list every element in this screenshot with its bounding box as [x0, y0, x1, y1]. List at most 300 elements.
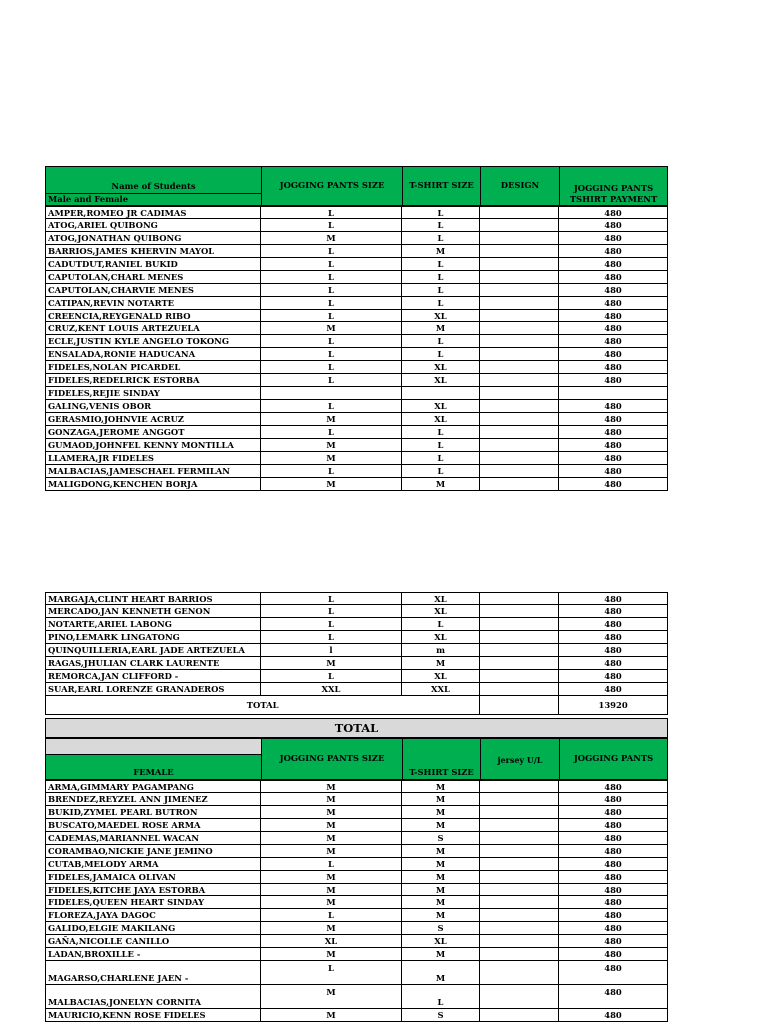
student-name: MERCADO,JAN KENNETH GENON [45, 605, 261, 618]
jogging-pants-size: M [261, 793, 402, 806]
payment: 480 [559, 297, 668, 310]
design-cell [480, 644, 559, 657]
jogging-pants-size: XXL [261, 683, 402, 696]
design-cell [480, 605, 559, 618]
payment: 480 [559, 858, 668, 871]
student-name: MALIGDONG,KENCHEN BORJA [45, 478, 261, 491]
female-row [45, 806, 668, 819]
student-name: ARMA,GIMMARY PAGAMPANG [45, 780, 261, 793]
tshirt-size: L [402, 297, 480, 310]
design-cell [480, 206, 559, 219]
student-name: MALBACIAS,JAMESCHAEL FERMILAN [45, 465, 261, 478]
student-name: CREENCIA,REYGENALD RIBO [45, 310, 261, 323]
jogging-pants-size: L [261, 335, 402, 348]
tshirt-size: M [402, 896, 480, 909]
student-name: ENSALADA,RONIE HADUCANA [45, 348, 261, 361]
tshirt-size: M [402, 245, 480, 258]
tshirt-size: M [402, 871, 480, 884]
jogging-pants-size: L [261, 374, 402, 387]
male-row [45, 271, 668, 284]
jogging-pants-size: L [261, 605, 402, 618]
payment: 480 [559, 922, 668, 935]
male-row [45, 657, 668, 670]
header-payment-line2: TSHIRT PAYMENT [569, 194, 658, 204]
design-cell [480, 439, 559, 452]
student-name: CAPUTOLAN,CHARL MENES [45, 271, 261, 284]
jogging-pants-size: M [261, 322, 402, 335]
design-cell [480, 845, 559, 858]
student-name: CADUTDUT,RANIEL BUKID [45, 258, 261, 271]
student-name: FIDELES,REJIE SINDAY [45, 387, 261, 400]
student-name: FIDELES,NOLAN PICARDEL [45, 361, 261, 374]
tshirt-size: L [402, 335, 480, 348]
tshirt-size: m [402, 644, 480, 657]
payment: 480 [559, 413, 668, 426]
jogging-pants-size: M [261, 478, 402, 491]
design-cell [480, 387, 559, 400]
tshirt-size: L [402, 271, 480, 284]
header-name-of-students: Name of Students [45, 166, 262, 194]
male-row [45, 284, 668, 297]
jogging-pants-size: L [261, 961, 402, 985]
male-row [45, 219, 668, 232]
design-cell [480, 961, 559, 985]
payment: 480 [559, 871, 668, 884]
jogging-pants-size: M [261, 884, 402, 897]
jogging-pants-size: L [261, 618, 402, 631]
payment: 480 [559, 478, 668, 491]
female-row [45, 935, 668, 948]
design-cell [480, 806, 559, 819]
payment: 480 [559, 670, 668, 683]
student-name: CORAMBAO,NICKIE JANE JEMINO [45, 845, 261, 858]
tshirt-size: M [402, 961, 480, 985]
male-row [45, 335, 668, 348]
jogging-pants-size: L [261, 426, 402, 439]
payment: 480 [559, 426, 668, 439]
female-row [45, 819, 668, 832]
jogging-pants-size: M [261, 232, 402, 245]
male-row [45, 297, 668, 310]
male-row [45, 465, 668, 478]
design-cell [480, 592, 559, 605]
tshirt-size: L [402, 232, 480, 245]
jogging-pants-size: L [261, 206, 402, 219]
tshirt-size: L [402, 219, 480, 232]
total-label: TOTAL [45, 696, 480, 715]
design-cell [480, 884, 559, 897]
male-students-table-continued [45, 592, 668, 696]
student-name: LADAN,BROXILLE - [45, 948, 261, 961]
tshirt-size: S [402, 1009, 480, 1022]
design-cell [480, 271, 559, 284]
payment: 480 [559, 657, 668, 670]
design-cell [480, 793, 559, 806]
jogging-pants-size: M [261, 832, 402, 845]
male-row [45, 232, 668, 245]
student-name: NOTARTE,ARIEL LABONG [45, 618, 261, 631]
female-row [45, 985, 668, 1009]
design-cell [480, 670, 559, 683]
header-female-jogging-pants-size: JOGGING PANTS SIZE [261, 738, 403, 780]
male-row [45, 478, 668, 491]
jogging-pants-size: l [261, 644, 402, 657]
male-row [45, 387, 668, 400]
header-jogging-pants-size: JOGGING PANTS SIZE [261, 166, 403, 206]
tshirt-size: L [402, 439, 480, 452]
payment: 480 [559, 465, 668, 478]
tshirt-size: M [402, 780, 480, 793]
payment: 480 [559, 361, 668, 374]
male-row [45, 452, 668, 465]
student-name: LLAMERA,JR FIDELES [45, 452, 261, 465]
design-cell [480, 284, 559, 297]
payment: 480 [559, 232, 668, 245]
female-row [45, 896, 668, 909]
design-cell [480, 618, 559, 631]
jogging-pants-size: M [261, 871, 402, 884]
payment: 480 [559, 271, 668, 284]
jogging-pants-size: L [261, 310, 402, 323]
male-row [45, 374, 668, 387]
header-female-tshirt-size: T-SHIRT SIZE [402, 738, 481, 780]
female-row [45, 922, 668, 935]
male-row [45, 683, 668, 696]
male-row [45, 400, 668, 413]
student-name: SUAR,EARL LORENZE GRANADEROS [45, 683, 261, 696]
student-name: CUTAB,MELODY ARMA [45, 858, 261, 871]
tshirt-size: L [402, 426, 480, 439]
tshirt-size: M [402, 478, 480, 491]
jogging-pants-size: L [261, 631, 402, 644]
tshirt-size: L [402, 284, 480, 297]
jogging-pants-size: M [261, 780, 402, 793]
jogging-pants-size: M [261, 948, 402, 961]
header-female: FEMALE [45, 754, 262, 780]
payment: 480 [559, 284, 668, 297]
student-name: FIDELES,KITCHE JAYA ESTORBA [45, 884, 261, 897]
female-row [45, 1009, 668, 1022]
male-row [45, 348, 668, 361]
tshirt-size: M [402, 793, 480, 806]
male-students-table [45, 206, 668, 491]
jogging-pants-size: L [261, 592, 402, 605]
design-cell [480, 245, 559, 258]
jogging-pants-size: M [261, 845, 402, 858]
payment: 480 [559, 348, 668, 361]
male-row [45, 310, 668, 323]
student-name: GALIDO,ELGIE MAKILANG [45, 922, 261, 935]
design-cell [480, 935, 559, 948]
female-row [45, 793, 668, 806]
female-row [45, 948, 668, 961]
female-row [45, 961, 668, 985]
payment: 480 [559, 985, 668, 1009]
tshirt-size: XL [402, 310, 480, 323]
tshirt-size: XL [402, 935, 480, 948]
student-name: CRUZ,KENT LOUIS ARTEZUELA [45, 322, 261, 335]
male-row [45, 439, 668, 452]
female-row [45, 780, 668, 793]
tshirt-size: M [402, 806, 480, 819]
tshirt-size: M [402, 819, 480, 832]
payment: 480 [559, 948, 668, 961]
design-cell [480, 657, 559, 670]
female-students-table [45, 780, 668, 1022]
tshirt-size: L [402, 465, 480, 478]
student-name: GONZAGA,JEROME ANGGOT [45, 426, 261, 439]
design-cell [480, 985, 559, 1009]
payment: 480 [559, 896, 668, 909]
payment: 480 [559, 219, 668, 232]
payment: 480 [559, 683, 668, 696]
female-table-header [45, 738, 668, 780]
male-row [45, 670, 668, 683]
tshirt-size: XL [402, 374, 480, 387]
design-cell [480, 232, 559, 245]
student-name: BUSCATO,MAEDEL ROSE ARMA [45, 819, 261, 832]
header-male-and-female: Male and Female [45, 193, 262, 206]
header-tshirt-size: T-SHIRT SIZE [402, 166, 481, 206]
student-name: GUMAOD,JOHNFEL KENNY MONTILLA [45, 439, 261, 452]
male-row [45, 322, 668, 335]
tshirt-size: XL [402, 592, 480, 605]
design-cell [480, 297, 559, 310]
header-female-payment: JOGGING PANTS [559, 738, 668, 780]
design-cell [480, 374, 559, 387]
female-row [45, 832, 668, 845]
jogging-pants-size: M [261, 922, 402, 935]
female-row [45, 871, 668, 884]
jogging-pants-size: M [261, 896, 402, 909]
design-cell [480, 335, 559, 348]
design-cell [480, 219, 559, 232]
payment: 480 [559, 832, 668, 845]
male-row [45, 426, 668, 439]
student-name: GERASMIO,JOHNVIE ACRUZ [45, 413, 261, 426]
payment: 480 [559, 845, 668, 858]
payment: 480 [559, 452, 668, 465]
female-row [45, 858, 668, 871]
student-name: GALING,VENIS OBOR [45, 400, 261, 413]
tshirt-size: M [402, 948, 480, 961]
jogging-pants-size: L [261, 909, 402, 922]
payment: 480 [559, 909, 668, 922]
tshirt-size: XL [402, 670, 480, 683]
female-row [45, 909, 668, 922]
tshirt-size: XL [402, 400, 480, 413]
jogging-pants-size: L [261, 245, 402, 258]
jogging-pants-size: L [261, 297, 402, 310]
design-cell [480, 478, 559, 491]
jogging-pants-size: L [261, 348, 402, 361]
male-row [45, 605, 668, 618]
tshirt-size: M [402, 884, 480, 897]
jogging-pants-size: L [261, 284, 402, 297]
jogging-pants-size: M [261, 657, 402, 670]
jogging-pants-size: L [261, 400, 402, 413]
design-cell [480, 1009, 559, 1022]
tshirt-size: M [402, 657, 480, 670]
payment: 480 [559, 618, 668, 631]
jogging-pants-size: M [261, 1009, 402, 1022]
payment: 480 [559, 245, 668, 258]
female-row [45, 884, 668, 897]
student-name: FIDELES,REDELRICK ESTORBA [45, 374, 261, 387]
student-name: PINO,LEMARK LINGATONG [45, 631, 261, 644]
jogging-pants-size: L [261, 465, 402, 478]
design-cell [480, 413, 559, 426]
design-cell [480, 348, 559, 361]
tshirt-size: XL [402, 361, 480, 374]
student-name: MARGAJA,CLINT HEART BARRIOS [45, 592, 261, 605]
tshirt-size: M [402, 845, 480, 858]
design-cell [480, 909, 559, 922]
tshirt-size: L [402, 348, 480, 361]
student-name: BARRIOS,JAMES KHERVIN MAYOL [45, 245, 261, 258]
student-name: FIDELES,QUEEN HEART SINDAY [45, 896, 261, 909]
payment: 480 [559, 258, 668, 271]
jogging-pants-size: M [261, 985, 402, 1009]
tshirt-size: L [402, 258, 480, 271]
design-cell [480, 922, 559, 935]
jogging-pants-size: L [261, 271, 402, 284]
student-name: REMORCA,JAN CLIFFORD - [45, 670, 261, 683]
payment: 480 [559, 644, 668, 657]
jogging-pants-size: M [261, 452, 402, 465]
payment: 480 [559, 400, 668, 413]
student-name: GAÑA,NICOLLE CANILLO [45, 935, 261, 948]
total-value: 13920 [559, 696, 668, 715]
male-row [45, 245, 668, 258]
jogging-pants-size [261, 387, 402, 400]
tshirt-size: M [402, 909, 480, 922]
tshirt-size: M [402, 858, 480, 871]
payment: 480 [559, 592, 668, 605]
tshirt-size: L [402, 206, 480, 219]
payment: 480 [559, 631, 668, 644]
female-row [45, 845, 668, 858]
jogging-pants-size: M [261, 413, 402, 426]
tshirt-size: XXL [402, 683, 480, 696]
tshirt-size: XL [402, 413, 480, 426]
design-cell [480, 948, 559, 961]
student-name: MALBACIAS,JONELYN CORNITA [45, 985, 261, 1009]
tshirt-size: S [402, 832, 480, 845]
payment: 480 [559, 884, 668, 897]
male-row [45, 258, 668, 271]
tshirt-size: L [402, 985, 480, 1009]
design-cell [480, 258, 559, 271]
tshirt-size: S [402, 922, 480, 935]
student-name: QUINQUILLERIA,EARL JADE ARTEZUELA [45, 644, 261, 657]
payment: 480 [559, 961, 668, 985]
student-name: ATOG,JONATHAN QUIBONG [45, 232, 261, 245]
jogging-pants-size: L [261, 670, 402, 683]
male-row [45, 631, 668, 644]
design-cell [480, 361, 559, 374]
student-name: BRENDEZ,REYZEL ANN JIMENEZ [45, 793, 261, 806]
design-cell [480, 322, 559, 335]
student-name: MAGARSO,CHARLENE JAEN - [45, 961, 261, 985]
payment: 480 [559, 439, 668, 452]
design-cell [480, 871, 559, 884]
design-cell [480, 452, 559, 465]
jogging-pants-size: L [261, 219, 402, 232]
table1-header [45, 166, 668, 206]
design-cell [480, 780, 559, 793]
tshirt-size: XL [402, 605, 480, 618]
student-name: MAURICIO,KENN ROSE FIDELES [45, 1009, 261, 1022]
male-row [45, 618, 668, 631]
payment: 480 [559, 335, 668, 348]
payment: 480 [559, 374, 668, 387]
payment [559, 387, 668, 400]
header-payment-line1: JOGGING PANTS [573, 183, 654, 193]
design-cell [480, 832, 559, 845]
male-total-row [45, 696, 668, 715]
jogging-pants-size: L [261, 361, 402, 374]
header-blank-gray [45, 738, 262, 755]
design-cell [480, 426, 559, 439]
tshirt-size: XL [402, 631, 480, 644]
student-name: ECLE,JUSTIN KYLE ANGELO TOKONG [45, 335, 261, 348]
male-row [45, 644, 668, 657]
total-bar: TOTAL [45, 718, 668, 738]
student-name: ATOG,ARIEL QUIBONG [45, 219, 261, 232]
payment: 480 [559, 206, 668, 219]
design-cell [480, 465, 559, 478]
design-cell [480, 631, 559, 644]
design-cell [480, 310, 559, 323]
header-design: DESIGN [480, 166, 560, 206]
student-name: CADEMAS,MARIANNEL WACAN [45, 832, 261, 845]
design-cell [480, 400, 559, 413]
student-name: AMPER,ROMEO JR CADIMAS [45, 206, 261, 219]
payment: 480 [559, 935, 668, 948]
design-cell [480, 896, 559, 909]
male-row [45, 592, 668, 605]
payment: 480 [559, 806, 668, 819]
payment: 480 [559, 310, 668, 323]
jogging-pants-size: XL [261, 935, 402, 948]
jogging-pants-size: L [261, 858, 402, 871]
payment: 480 [559, 819, 668, 832]
tshirt-size [402, 387, 480, 400]
payment: 480 [559, 605, 668, 618]
student-name: BUKID,ZYMEL PEARL BUTRON [45, 806, 261, 819]
total-design-cell [480, 696, 559, 715]
student-name: RAGAS,JHULIAN CLARK LAURENTE [45, 657, 261, 670]
design-cell [480, 819, 559, 832]
payment: 480 [559, 1009, 668, 1022]
student-name: CAPUTOLAN,CHARVIE MENES [45, 284, 261, 297]
header-payment [559, 166, 668, 206]
male-row [45, 206, 668, 219]
student-name: FLOREZA,JAYA DAGOC [45, 909, 261, 922]
header-jersey: jersey U/L [480, 738, 560, 780]
jogging-pants-size: M [261, 806, 402, 819]
male-row [45, 361, 668, 374]
payment: 480 [559, 322, 668, 335]
student-name: FIDELES,JAMAICA OLIVAN [45, 871, 261, 884]
tshirt-size: L [402, 452, 480, 465]
jogging-pants-size: L [261, 258, 402, 271]
jogging-pants-size: M [261, 439, 402, 452]
male-row [45, 413, 668, 426]
student-name: CATIPAN,REVIN NOTARTE [45, 297, 261, 310]
tshirt-size: L [402, 618, 480, 631]
